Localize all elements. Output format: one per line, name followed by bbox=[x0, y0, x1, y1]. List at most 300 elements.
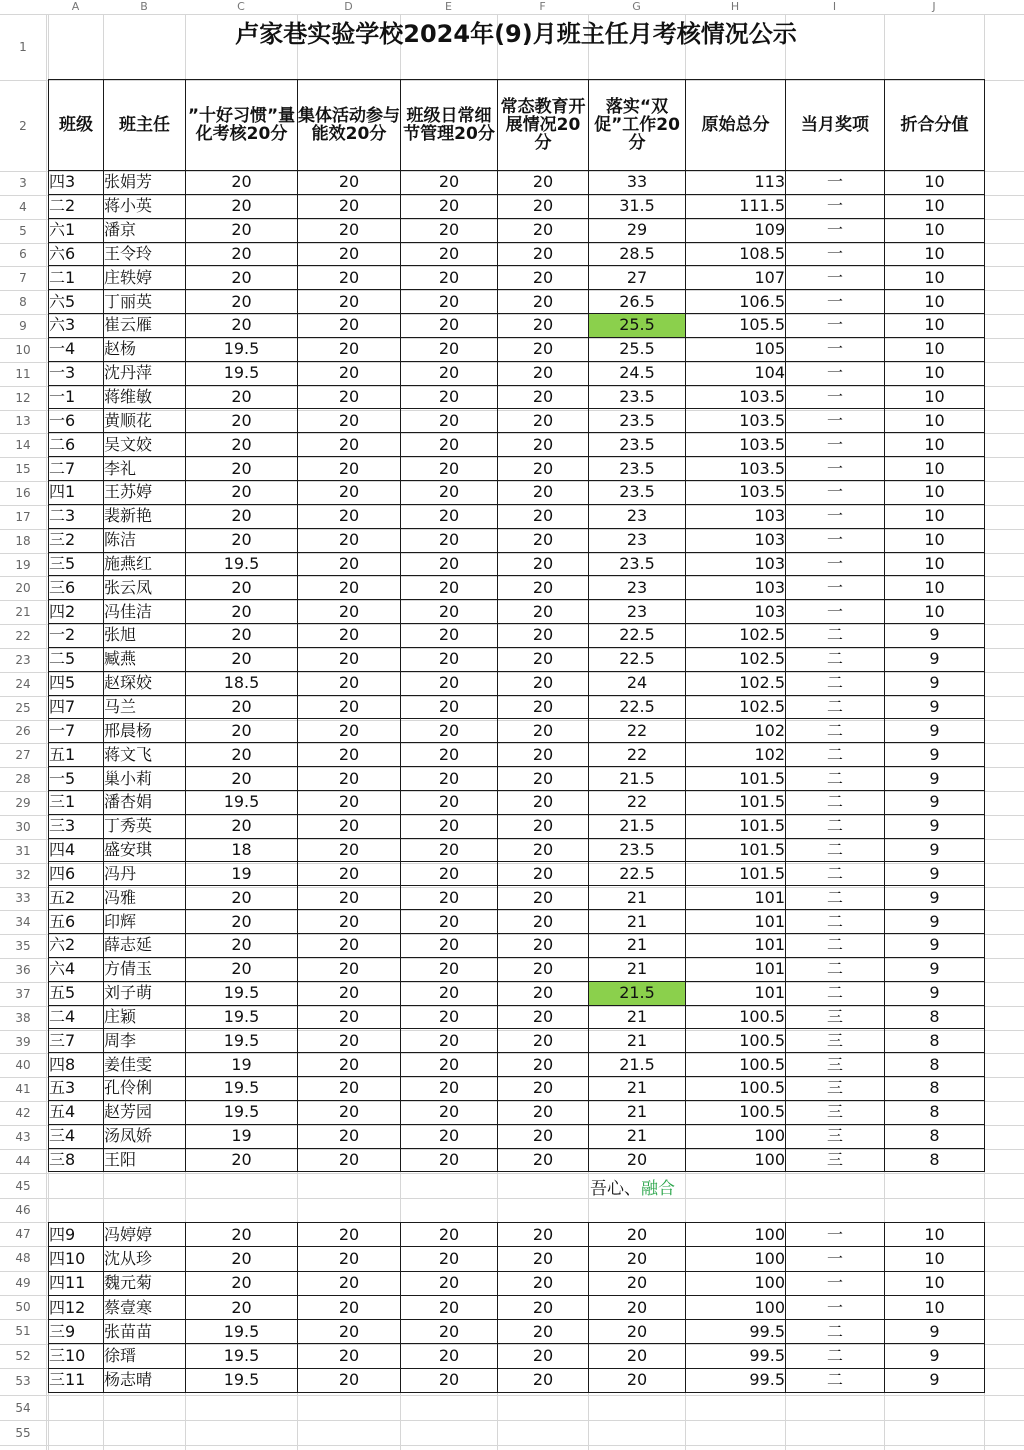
cell-activity-score[interactable]: 20 bbox=[298, 1029, 401, 1053]
cell-habit-score[interactable]: 19 bbox=[186, 862, 298, 886]
cell-converted-score[interactable]: 8 bbox=[885, 1077, 985, 1101]
cell-class[interactable]: 四9 bbox=[49, 1223, 104, 1247]
cell-daily-score[interactable]: 20 bbox=[401, 719, 498, 743]
cell-daily-score[interactable]: 20 bbox=[401, 1005, 498, 1029]
cell-class[interactable]: 六2 bbox=[49, 934, 104, 958]
cell-double-score[interactable]: 25.5 bbox=[589, 314, 686, 338]
cell-total-score[interactable]: 103 bbox=[686, 576, 786, 600]
row-number[interactable]: 23 bbox=[15, 652, 31, 667]
cell-class[interactable]: 六4 bbox=[49, 957, 104, 981]
row-number[interactable]: 10 bbox=[15, 342, 31, 357]
cell-converted-score[interactable]: 10 bbox=[885, 218, 985, 242]
cell-teacher[interactable]: 张旭 bbox=[104, 624, 186, 648]
cell-total-score[interactable]: 102 bbox=[686, 743, 786, 767]
cell-converted-score[interactable]: 9 bbox=[885, 743, 985, 767]
footer-note[interactable] bbox=[590, 1174, 675, 1199]
cell-education-score[interactable]: 20 bbox=[498, 767, 589, 791]
row-number[interactable]: 40 bbox=[15, 1058, 31, 1073]
cell-teacher[interactable]: 徐瑨 bbox=[104, 1344, 186, 1368]
cell-education-score[interactable]: 20 bbox=[498, 838, 589, 862]
cell-class[interactable]: 三9 bbox=[49, 1320, 104, 1344]
cell-habit-score[interactable]: 20 bbox=[186, 719, 298, 743]
cell-double-score[interactable]: 22.5 bbox=[589, 647, 686, 671]
cell-habit-score[interactable]: 20 bbox=[186, 242, 298, 266]
cell-total-score[interactable]: 101.5 bbox=[686, 862, 786, 886]
cell-total-score[interactable]: 99.5 bbox=[686, 1368, 786, 1392]
cell-converted-score[interactable]: 10 bbox=[885, 504, 985, 528]
cell-activity-score[interactable]: 20 bbox=[298, 433, 401, 457]
cell-activity-score[interactable]: 20 bbox=[298, 528, 401, 552]
cell-daily-score[interactable]: 20 bbox=[401, 266, 498, 290]
cell-education-score[interactable]: 20 bbox=[498, 290, 589, 314]
row-number[interactable]: 4 bbox=[19, 199, 27, 214]
cell-award[interactable]: 一 bbox=[786, 1247, 885, 1271]
cell-converted-score[interactable]: 9 bbox=[885, 624, 985, 648]
cell-class[interactable]: 四2 bbox=[49, 600, 104, 624]
cell-class[interactable]: 一6 bbox=[49, 409, 104, 433]
cell-education-score[interactable]: 20 bbox=[498, 1100, 589, 1124]
cell-double-score[interactable]: 20 bbox=[589, 1295, 686, 1319]
cell-converted-score[interactable]: 9 bbox=[885, 814, 985, 838]
cell-education-score[interactable]: 20 bbox=[498, 790, 589, 814]
cell-education-score[interactable]: 20 bbox=[498, 1271, 589, 1295]
column-letter[interactable]: J bbox=[932, 0, 936, 13]
cell-teacher[interactable]: 张苗苗 bbox=[104, 1320, 186, 1344]
cell-daily-score[interactable]: 20 bbox=[401, 194, 498, 218]
cell-daily-score[interactable]: 20 bbox=[401, 957, 498, 981]
cell-education-score[interactable]: 20 bbox=[498, 314, 589, 338]
cell-education-score[interactable]: 20 bbox=[498, 1295, 589, 1319]
cell-activity-score[interactable]: 20 bbox=[298, 814, 401, 838]
cell-double-score[interactable]: 21 bbox=[589, 1077, 686, 1101]
cell-award[interactable]: 二 bbox=[786, 862, 885, 886]
cell-teacher[interactable]: 丁秀英 bbox=[104, 814, 186, 838]
cell-award[interactable]: 二 bbox=[786, 1344, 885, 1368]
cell-award[interactable]: 二 bbox=[786, 790, 885, 814]
cell-daily-score[interactable]: 20 bbox=[401, 1368, 498, 1392]
cell-class[interactable]: 四12 bbox=[49, 1295, 104, 1319]
cell-total-score[interactable]: 103 bbox=[686, 504, 786, 528]
cell-award[interactable]: 一 bbox=[786, 218, 885, 242]
cell-award[interactable]: 一 bbox=[786, 433, 885, 457]
cell-total-score[interactable]: 100.5 bbox=[686, 1005, 786, 1029]
cell-teacher[interactable]: 张云凤 bbox=[104, 576, 186, 600]
cell-converted-score[interactable]: 9 bbox=[885, 838, 985, 862]
cell-habit-score[interactable]: 19.5 bbox=[186, 1029, 298, 1053]
cell-activity-score[interactable]: 20 bbox=[298, 957, 401, 981]
cell-total-score[interactable]: 109 bbox=[686, 218, 786, 242]
cell-total-score[interactable]: 103 bbox=[686, 600, 786, 624]
cell-converted-score[interactable]: 10 bbox=[885, 194, 985, 218]
row-number[interactable]: 41 bbox=[15, 1082, 31, 1097]
cell-class[interactable]: 二5 bbox=[49, 647, 104, 671]
cell-award[interactable]: 一 bbox=[786, 266, 885, 290]
cell-daily-score[interactable]: 20 bbox=[401, 242, 498, 266]
cell-award[interactable]: 一 bbox=[786, 528, 885, 552]
cell-habit-score[interactable]: 20 bbox=[186, 314, 298, 338]
cell-teacher[interactable]: 赵杨 bbox=[104, 337, 186, 361]
cell-teacher[interactable]: 蔡壹寒 bbox=[104, 1295, 186, 1319]
cell-habit-score[interactable]: 20 bbox=[186, 647, 298, 671]
cell-converted-score[interactable]: 10 bbox=[885, 552, 985, 576]
cell-education-score[interactable]: 20 bbox=[498, 600, 589, 624]
cell-habit-score[interactable]: 19.5 bbox=[186, 361, 298, 385]
cell-double-score[interactable]: 21 bbox=[589, 1100, 686, 1124]
cell-daily-score[interactable]: 20 bbox=[401, 457, 498, 481]
cell-activity-score[interactable]: 20 bbox=[298, 1124, 401, 1148]
row-number[interactable]: 28 bbox=[15, 772, 31, 787]
cell-teacher[interactable]: 杨志晴 bbox=[104, 1368, 186, 1392]
cell-daily-score[interactable]: 20 bbox=[401, 528, 498, 552]
cell-double-score[interactable]: 24 bbox=[589, 671, 686, 695]
cell-teacher[interactable]: 印辉 bbox=[104, 910, 186, 934]
cell-class[interactable]: 五4 bbox=[49, 1100, 104, 1124]
cell-daily-score[interactable]: 20 bbox=[401, 624, 498, 648]
cell-teacher[interactable]: 黄顺花 bbox=[104, 409, 186, 433]
cell-class[interactable]: 四7 bbox=[49, 695, 104, 719]
cell-daily-score[interactable]: 20 bbox=[401, 480, 498, 504]
cell-double-score[interactable]: 28.5 bbox=[589, 242, 686, 266]
cell-activity-score[interactable]: 20 bbox=[298, 695, 401, 719]
cell-total-score[interactable]: 101.5 bbox=[686, 814, 786, 838]
cell-habit-score[interactable]: 20 bbox=[186, 504, 298, 528]
cell-activity-score[interactable]: 20 bbox=[298, 385, 401, 409]
cell-double-score[interactable]: 21 bbox=[589, 1124, 686, 1148]
cell-activity-score[interactable]: 20 bbox=[298, 1368, 401, 1392]
cell-class[interactable]: 三7 bbox=[49, 1029, 104, 1053]
cell-daily-score[interactable]: 20 bbox=[401, 576, 498, 600]
cell-double-score[interactable]: 23 bbox=[589, 576, 686, 600]
cell-daily-score[interactable]: 20 bbox=[401, 886, 498, 910]
cell-award[interactable]: 三 bbox=[786, 1148, 885, 1172]
cell-class[interactable]: 四6 bbox=[49, 862, 104, 886]
cell-education-score[interactable]: 20 bbox=[498, 433, 589, 457]
cell-teacher[interactable]: 沈丹萍 bbox=[104, 361, 186, 385]
row-number[interactable]: 38 bbox=[15, 1010, 31, 1025]
cell-teacher[interactable]: 蒋小英 bbox=[104, 194, 186, 218]
row-number[interactable]: 16 bbox=[15, 485, 31, 500]
cell-teacher[interactable]: 王阳 bbox=[104, 1148, 186, 1172]
cell-class[interactable]: 一2 bbox=[49, 624, 104, 648]
cell-education-score[interactable]: 20 bbox=[498, 862, 589, 886]
cell-award[interactable]: 二 bbox=[786, 695, 885, 719]
cell-converted-score[interactable]: 9 bbox=[885, 647, 985, 671]
cell-activity-score[interactable]: 20 bbox=[298, 290, 401, 314]
cell-total-score[interactable]: 111.5 bbox=[686, 194, 786, 218]
row-number[interactable]: 31 bbox=[15, 843, 31, 858]
cell-activity-score[interactable]: 20 bbox=[298, 1320, 401, 1344]
cell-award[interactable]: 二 bbox=[786, 1320, 885, 1344]
cell-daily-score[interactable]: 20 bbox=[401, 409, 498, 433]
cell-education-score[interactable]: 20 bbox=[498, 528, 589, 552]
cell-converted-score[interactable]: 9 bbox=[885, 1344, 985, 1368]
cell-award[interactable]: 一 bbox=[786, 171, 885, 195]
cell-total-score[interactable]: 106.5 bbox=[686, 290, 786, 314]
cell-daily-score[interactable]: 20 bbox=[401, 767, 498, 791]
cell-activity-score[interactable]: 20 bbox=[298, 1344, 401, 1368]
cell-total-score[interactable]: 100.5 bbox=[686, 1077, 786, 1101]
cell-daily-score[interactable]: 20 bbox=[401, 1029, 498, 1053]
cell-double-score[interactable]: 23.5 bbox=[589, 838, 686, 862]
cell-award[interactable]: 一 bbox=[786, 409, 885, 433]
cell-daily-score[interactable]: 20 bbox=[401, 1271, 498, 1295]
cell-converted-score[interactable]: 10 bbox=[885, 1223, 985, 1247]
row-number[interactable]: 22 bbox=[15, 629, 31, 644]
column-letter[interactable]: I bbox=[832, 0, 837, 13]
cell-activity-score[interactable]: 20 bbox=[298, 600, 401, 624]
cell-double-score[interactable]: 23 bbox=[589, 504, 686, 528]
cell-award[interactable]: 二 bbox=[786, 767, 885, 791]
cell-daily-score[interactable]: 20 bbox=[401, 1077, 498, 1101]
cell-teacher[interactable]: 盛安琪 bbox=[104, 838, 186, 862]
cell-total-score[interactable]: 99.5 bbox=[686, 1320, 786, 1344]
cell-education-score[interactable]: 20 bbox=[498, 552, 589, 576]
sheet-title[interactable]: 卢家巷实验学校2024年(9)月班主任月考核情况公示 bbox=[235, 20, 797, 48]
cell-activity-score[interactable]: 20 bbox=[298, 1295, 401, 1319]
cell-education-score[interactable]: 20 bbox=[498, 576, 589, 600]
cell-class[interactable]: 二1 bbox=[49, 266, 104, 290]
cell-converted-score[interactable]: 9 bbox=[885, 910, 985, 934]
cell-award[interactable]: 一 bbox=[786, 290, 885, 314]
cell-double-score[interactable]: 23.5 bbox=[589, 552, 686, 576]
cell-class[interactable]: 四10 bbox=[49, 1247, 104, 1271]
cell-total-score[interactable]: 100.5 bbox=[686, 1053, 786, 1077]
cell-education-score[interactable]: 20 bbox=[498, 910, 589, 934]
cell-teacher[interactable]: 周李 bbox=[104, 1029, 186, 1053]
column-header-cell[interactable]: ”十好习惯”量化考核20分 bbox=[186, 80, 298, 171]
column-letter[interactable]: A bbox=[71, 0, 80, 13]
row-number[interactable]: 27 bbox=[15, 748, 31, 763]
cell-award[interactable]: 一 bbox=[786, 480, 885, 504]
row-number[interactable]: 24 bbox=[15, 676, 31, 691]
cell-activity-score[interactable]: 20 bbox=[298, 1053, 401, 1077]
cell-education-score[interactable]: 20 bbox=[498, 242, 589, 266]
cell-award[interactable]: 一 bbox=[786, 457, 885, 481]
column-letter[interactable]: D bbox=[344, 0, 353, 13]
row-number[interactable]: 44 bbox=[15, 1153, 31, 1168]
row-number[interactable]: 36 bbox=[15, 962, 31, 977]
cell-total-score[interactable]: 101 bbox=[686, 957, 786, 981]
cell-activity-score[interactable]: 20 bbox=[298, 934, 401, 958]
cell-daily-score[interactable]: 20 bbox=[401, 337, 498, 361]
column-header-cell[interactable]: 当月奖项 bbox=[786, 80, 885, 171]
cell-habit-score[interactable]: 20 bbox=[186, 528, 298, 552]
cell-teacher[interactable]: 庄颖 bbox=[104, 1005, 186, 1029]
cell-teacher[interactable]: 赵芳园 bbox=[104, 1100, 186, 1124]
cell-award[interactable]: 二 bbox=[786, 814, 885, 838]
cell-class[interactable]: 三5 bbox=[49, 552, 104, 576]
cell-habit-score[interactable]: 19.5 bbox=[186, 1320, 298, 1344]
cell-award[interactable]: 一 bbox=[786, 1295, 885, 1319]
cell-education-score[interactable]: 20 bbox=[498, 409, 589, 433]
cell-teacher[interactable]: 方倩玉 bbox=[104, 957, 186, 981]
row-number[interactable]: 46 bbox=[15, 1203, 31, 1217]
cell-class[interactable]: 四8 bbox=[49, 1053, 104, 1077]
cell-double-score[interactable]: 21.5 bbox=[589, 1053, 686, 1077]
row-number[interactable]: 47 bbox=[15, 1227, 31, 1242]
cell-total-score[interactable]: 101.5 bbox=[686, 838, 786, 862]
cell-converted-score[interactable]: 9 bbox=[885, 1320, 985, 1344]
cell-converted-score[interactable]: 10 bbox=[885, 457, 985, 481]
cell-award[interactable]: 三 bbox=[786, 1100, 885, 1124]
cell-total-score[interactable]: 102.5 bbox=[686, 647, 786, 671]
cell-converted-score[interactable]: 10 bbox=[885, 242, 985, 266]
cell-award[interactable]: 三 bbox=[786, 1124, 885, 1148]
cell-activity-score[interactable]: 20 bbox=[298, 361, 401, 385]
cell-habit-score[interactable]: 19 bbox=[186, 1053, 298, 1077]
cell-award[interactable]: 二 bbox=[786, 671, 885, 695]
cell-total-score[interactable]: 100 bbox=[686, 1271, 786, 1295]
cell-habit-score[interactable]: 18 bbox=[186, 838, 298, 862]
cell-class[interactable]: 三11 bbox=[49, 1368, 104, 1392]
cell-double-score[interactable]: 23.5 bbox=[589, 480, 686, 504]
cell-converted-score[interactable]: 9 bbox=[885, 695, 985, 719]
cell-activity-score[interactable]: 20 bbox=[298, 1247, 401, 1271]
cell-education-score[interactable]: 20 bbox=[498, 934, 589, 958]
cell-converted-score[interactable]: 10 bbox=[885, 409, 985, 433]
cell-converted-score[interactable]: 9 bbox=[885, 790, 985, 814]
cell-education-score[interactable]: 20 bbox=[498, 957, 589, 981]
cell-education-score[interactable]: 20 bbox=[498, 886, 589, 910]
cell-habit-score[interactable]: 20 bbox=[186, 218, 298, 242]
row-number[interactable]: 19 bbox=[15, 557, 31, 572]
cell-activity-score[interactable]: 20 bbox=[298, 1148, 401, 1172]
cell-award[interactable]: 二 bbox=[786, 624, 885, 648]
cell-habit-score[interactable]: 20 bbox=[186, 1295, 298, 1319]
cell-converted-score[interactable]: 10 bbox=[885, 1247, 985, 1271]
cell-double-score[interactable]: 20 bbox=[589, 1271, 686, 1295]
cell-award[interactable]: 一 bbox=[786, 1271, 885, 1295]
column-header-cell[interactable]: 班主任 bbox=[104, 80, 186, 171]
row-number[interactable]: 14 bbox=[15, 438, 31, 453]
cell-award[interactable]: 一 bbox=[786, 504, 885, 528]
row-number[interactable]: 33 bbox=[15, 891, 31, 906]
cell-award[interactable]: 一 bbox=[786, 576, 885, 600]
cell-activity-score[interactable]: 20 bbox=[298, 480, 401, 504]
row-number[interactable]: 5 bbox=[19, 223, 27, 238]
cell-total-score[interactable]: 100 bbox=[686, 1295, 786, 1319]
cell-activity-score[interactable]: 20 bbox=[298, 1271, 401, 1295]
cell-daily-score[interactable]: 20 bbox=[401, 981, 498, 1005]
cell-education-score[interactable]: 20 bbox=[498, 719, 589, 743]
cell-teacher[interactable]: 薛志延 bbox=[104, 934, 186, 958]
cell-activity-score[interactable]: 20 bbox=[298, 314, 401, 338]
cell-total-score[interactable]: 103.5 bbox=[686, 409, 786, 433]
row-number[interactable]: 1 bbox=[19, 40, 27, 54]
row-number[interactable]: 55 bbox=[15, 1425, 31, 1440]
cell-teacher[interactable]: 冯丹 bbox=[104, 862, 186, 886]
cell-double-score[interactable]: 20 bbox=[589, 1320, 686, 1344]
cell-education-score[interactable]: 20 bbox=[498, 1005, 589, 1029]
cell-class[interactable]: 四5 bbox=[49, 671, 104, 695]
cell-activity-score[interactable]: 20 bbox=[298, 862, 401, 886]
cell-activity-score[interactable]: 20 bbox=[298, 790, 401, 814]
row-number[interactable]: 53 bbox=[15, 1374, 31, 1389]
cell-habit-score[interactable]: 20 bbox=[186, 814, 298, 838]
cell-teacher[interactable]: 潘杏娟 bbox=[104, 790, 186, 814]
cell-activity-score[interactable]: 20 bbox=[298, 981, 401, 1005]
cell-double-score[interactable]: 20 bbox=[589, 1148, 686, 1172]
cell-daily-score[interactable]: 20 bbox=[401, 1053, 498, 1077]
cell-award[interactable]: 二 bbox=[786, 981, 885, 1005]
cell-total-score[interactable]: 100 bbox=[686, 1148, 786, 1172]
cell-double-score[interactable]: 22 bbox=[589, 743, 686, 767]
cell-education-score[interactable]: 20 bbox=[498, 1344, 589, 1368]
cell-activity-score[interactable]: 20 bbox=[298, 457, 401, 481]
cell-education-score[interactable]: 20 bbox=[498, 385, 589, 409]
cell-activity-score[interactable]: 20 bbox=[298, 242, 401, 266]
column-header-cell[interactable]: 落实“双促”工作20分 bbox=[589, 80, 686, 171]
cell-class[interactable]: 三8 bbox=[49, 1148, 104, 1172]
cell-habit-score[interactable]: 20 bbox=[186, 576, 298, 600]
cell-double-score[interactable]: 23.5 bbox=[589, 409, 686, 433]
cell-award[interactable]: 三 bbox=[786, 1029, 885, 1053]
cell-double-score[interactable]: 26.5 bbox=[589, 290, 686, 314]
cell-daily-score[interactable]: 20 bbox=[401, 1100, 498, 1124]
cell-class[interactable]: 三6 bbox=[49, 576, 104, 600]
cell-class[interactable]: 一5 bbox=[49, 767, 104, 791]
cell-class[interactable]: 三4 bbox=[49, 1124, 104, 1148]
cell-class[interactable]: 二6 bbox=[49, 433, 104, 457]
cell-double-score[interactable]: 20 bbox=[589, 1223, 686, 1247]
cell-activity-score[interactable]: 20 bbox=[298, 266, 401, 290]
row-number[interactable]: 20 bbox=[15, 581, 31, 596]
cell-education-score[interactable]: 20 bbox=[498, 647, 589, 671]
row-number[interactable]: 18 bbox=[15, 533, 31, 548]
cell-total-score[interactable]: 103.5 bbox=[686, 385, 786, 409]
cell-award[interactable]: 二 bbox=[786, 719, 885, 743]
cell-total-score[interactable]: 102 bbox=[686, 719, 786, 743]
cell-activity-score[interactable]: 20 bbox=[298, 218, 401, 242]
row-number[interactable]: 15 bbox=[15, 462, 31, 477]
cell-teacher[interactable]: 施燕红 bbox=[104, 552, 186, 576]
cell-teacher[interactable]: 吴文姣 bbox=[104, 433, 186, 457]
row-number[interactable]: 42 bbox=[15, 1106, 31, 1121]
cell-award[interactable]: 一 bbox=[786, 385, 885, 409]
cell-class[interactable]: 五1 bbox=[49, 743, 104, 767]
cell-habit-score[interactable]: 20 bbox=[186, 1271, 298, 1295]
cell-activity-score[interactable]: 20 bbox=[298, 671, 401, 695]
cell-daily-score[interactable]: 20 bbox=[401, 314, 498, 338]
cell-activity-score[interactable]: 20 bbox=[298, 171, 401, 195]
cell-activity-score[interactable]: 20 bbox=[298, 1077, 401, 1101]
cell-habit-score[interactable]: 20 bbox=[186, 957, 298, 981]
cell-teacher[interactable]: 潘京 bbox=[104, 218, 186, 242]
cell-habit-score[interactable]: 20 bbox=[186, 266, 298, 290]
cell-award[interactable]: 一 bbox=[786, 600, 885, 624]
cell-double-score[interactable]: 29 bbox=[589, 218, 686, 242]
cell-total-score[interactable]: 102.5 bbox=[686, 671, 786, 695]
cell-award[interactable]: 一 bbox=[786, 314, 885, 338]
cell-converted-score[interactable]: 10 bbox=[885, 480, 985, 504]
cell-class[interactable]: 一3 bbox=[49, 361, 104, 385]
cell-converted-score[interactable]: 9 bbox=[885, 934, 985, 958]
cell-activity-score[interactable]: 20 bbox=[298, 552, 401, 576]
cell-award[interactable]: 三 bbox=[786, 1077, 885, 1101]
cell-class[interactable]: 五5 bbox=[49, 981, 104, 1005]
cell-daily-score[interactable]: 20 bbox=[401, 600, 498, 624]
cell-double-score[interactable]: 21 bbox=[589, 957, 686, 981]
cell-total-score[interactable]: 101 bbox=[686, 886, 786, 910]
cell-habit-score[interactable]: 20 bbox=[186, 290, 298, 314]
row-number[interactable]: 29 bbox=[15, 796, 31, 811]
row-number[interactable]: 7 bbox=[19, 271, 27, 286]
cell-activity-score[interactable]: 20 bbox=[298, 838, 401, 862]
cell-converted-score[interactable]: 9 bbox=[885, 862, 985, 886]
cell-class[interactable]: 四4 bbox=[49, 838, 104, 862]
cell-habit-score[interactable]: 20 bbox=[186, 171, 298, 195]
cell-class[interactable]: 六6 bbox=[49, 242, 104, 266]
